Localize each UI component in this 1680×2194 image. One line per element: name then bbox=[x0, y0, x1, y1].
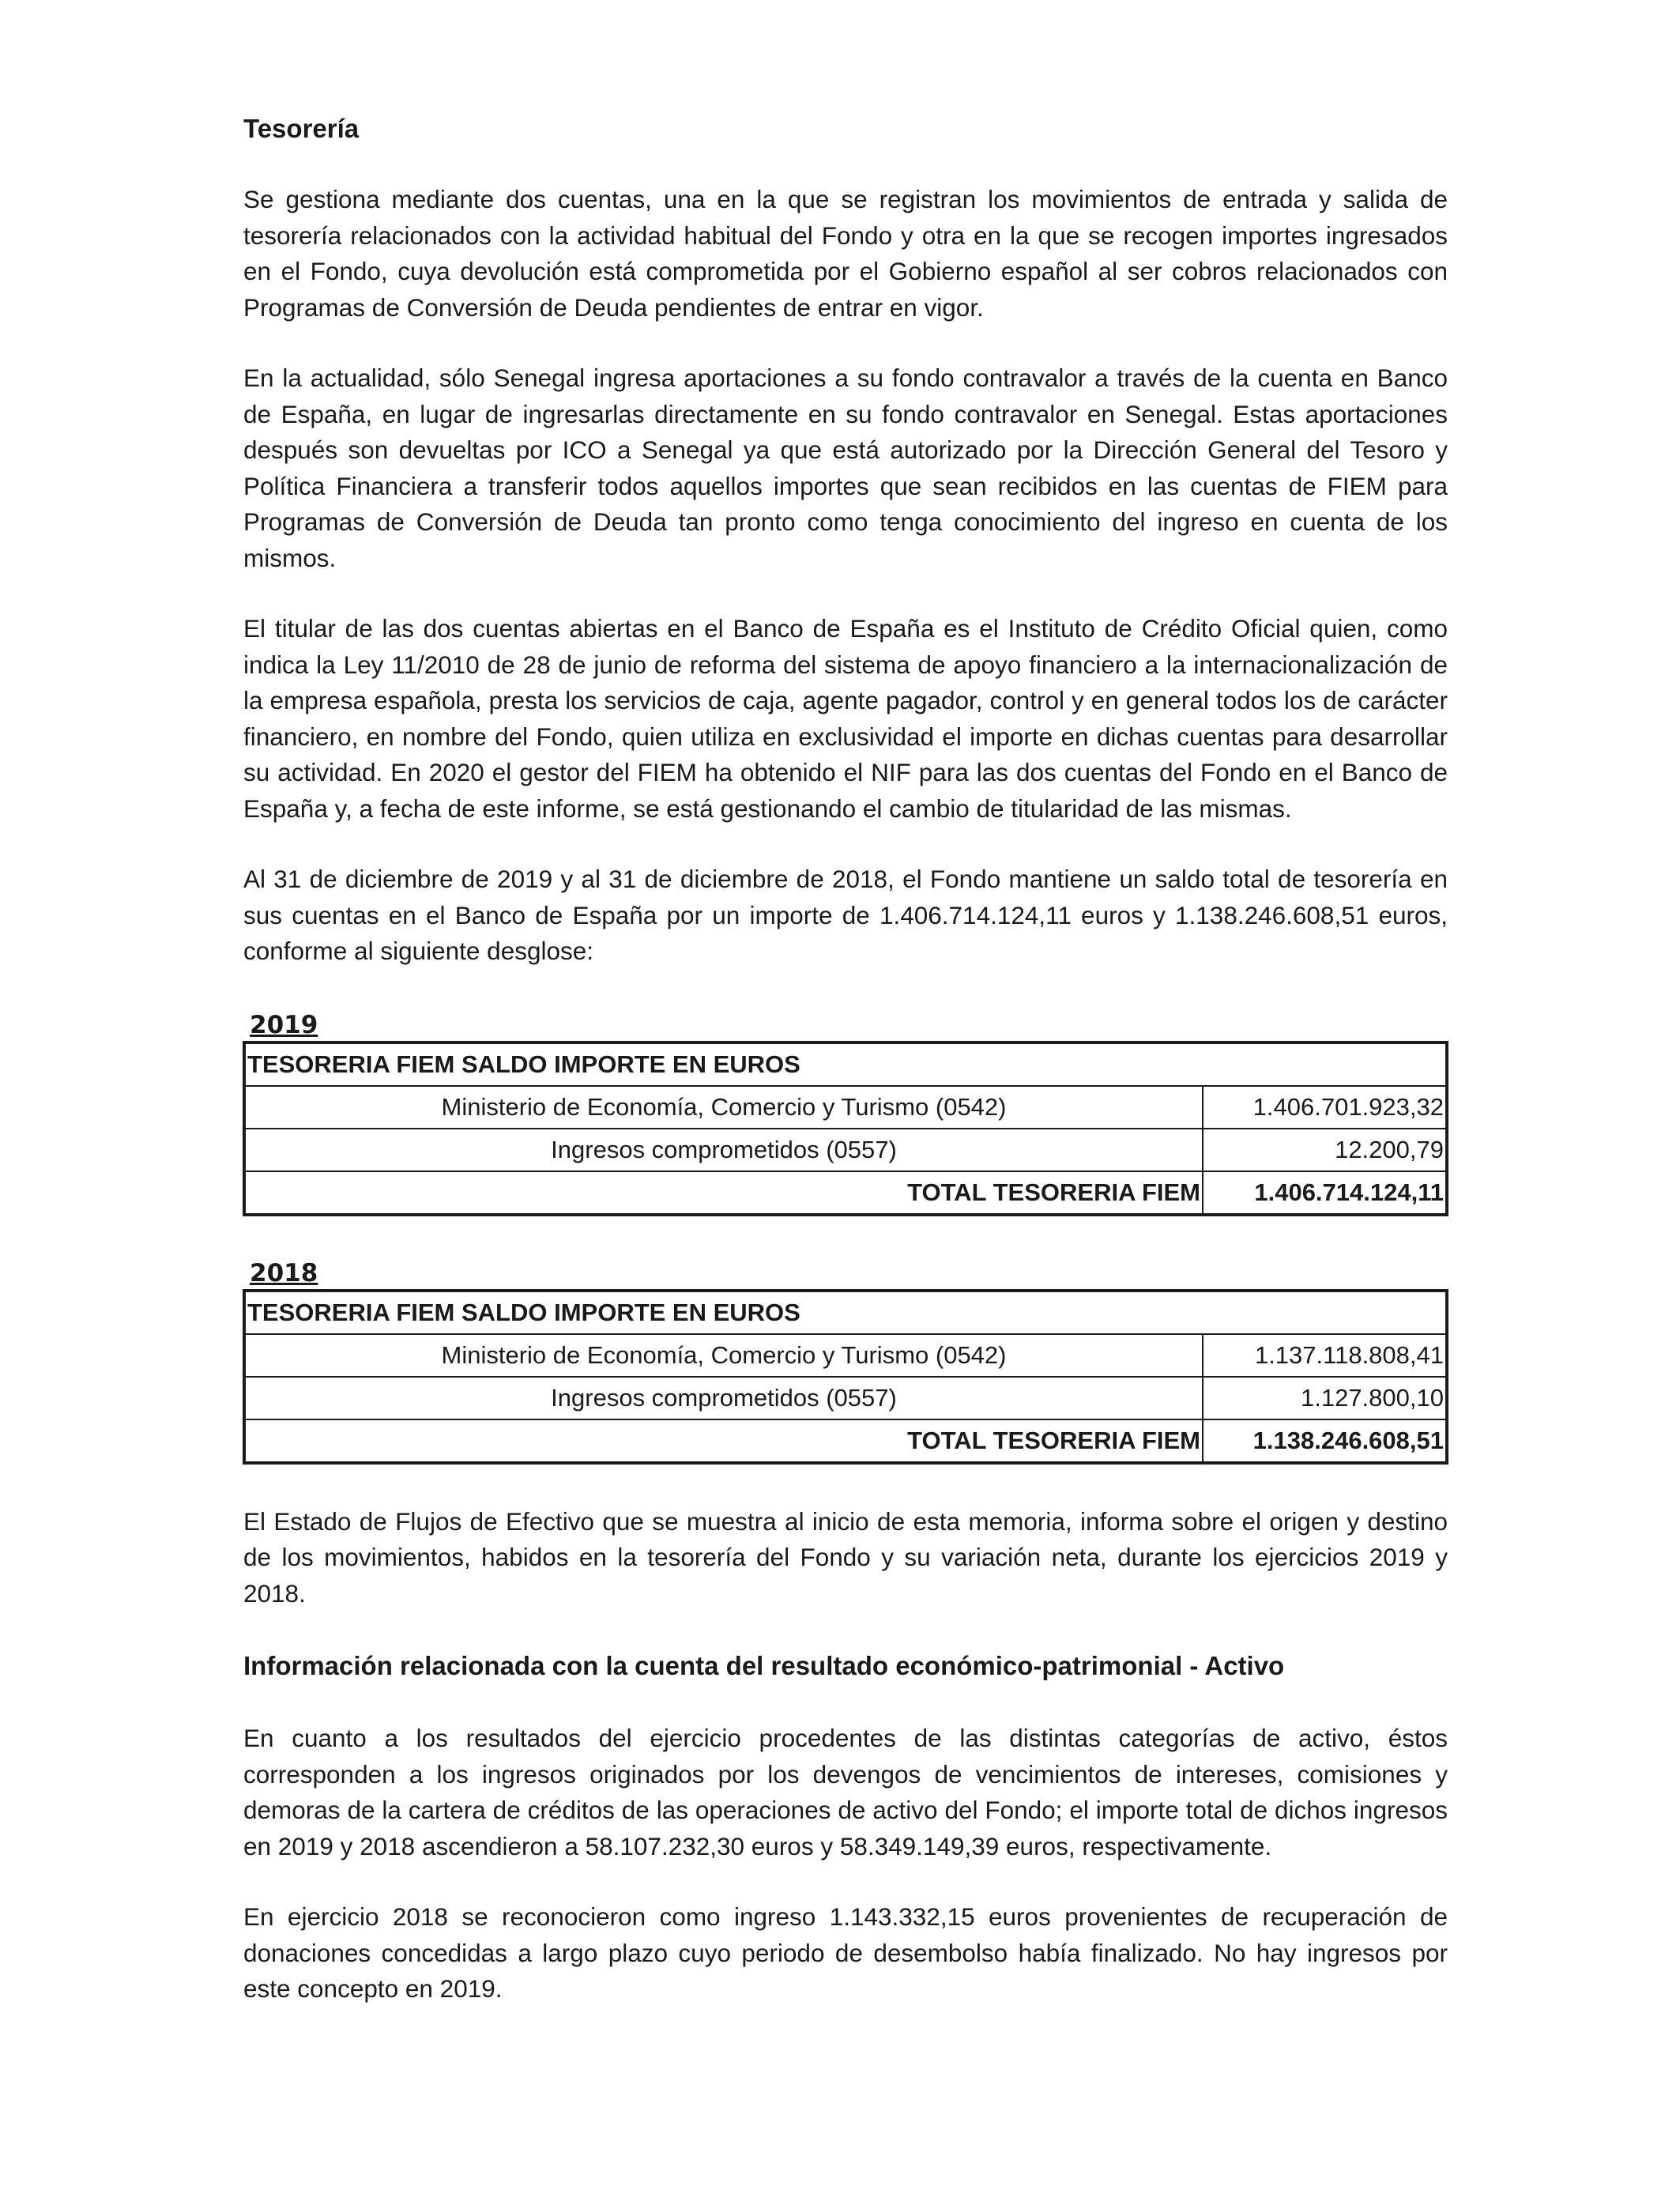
row-label: Ingresos comprometidos (0557) bbox=[244, 1129, 1203, 1171]
row-label: Ingresos comprometidos (0557) bbox=[244, 1377, 1203, 1419]
paragraph: Se gestiona mediante dos cuentas, una en la que se registran los movimientos de entrada y salida de tesorería relacionados con la actividad habitual del Fondo y otra en la que se recogen importes ingresados en el Fondo, cuya devolución está comprometida por el Gobierno español al ser cobros relacionados con Programas de Conversión de Deuda pendientes de entrar en vigor. bbox=[243, 185, 1448, 322]
table-header-row bbox=[244, 1042, 1447, 1086]
paragraph: El Estado de Flujos de Efectivo que se muestra al inicio de esta memoria, informa sobre el origen y destino de los movimientos, habidos en la tesorería del Fondo y su variación neta, durante los ejercicios 2019 y 2018. bbox=[243, 1506, 1448, 1608]
table-header-row bbox=[244, 1291, 1447, 1334]
total-amount: 1.406.714.124,11 bbox=[1203, 1171, 1447, 1215]
table-row bbox=[244, 1129, 1447, 1171]
total-label: TOTAL TESORERIA FIEM bbox=[244, 1419, 1203, 1463]
table-year-2019: 2019 bbox=[250, 1010, 318, 1039]
table-year-2018: 2018 bbox=[250, 1258, 318, 1287]
total-label: TOTAL TESORERIA FIEM bbox=[244, 1171, 1203, 1215]
row-amount: 1.137.118.808,41 bbox=[1203, 1334, 1447, 1377]
table-header: TESORERIA FIEM SALDO IMPORTE EN EUROS bbox=[244, 1291, 1447, 1334]
row-amount: 12.200,79 bbox=[1203, 1129, 1447, 1171]
paragraph: En cuanto a los resultados del ejercicio procedentes de las distintas categorías de activo, éstos corresponden a los ingresos originados por los devengos de vencimientos de intereses, comisiones y demoras de la cartera de créditos de las operaciones de activo del Fondo; el importe total de dichos ingresos en 2019 y 2018 ascendieron a 58.107.232,30 euros y 58.349.149,39 euros, respectivamente. bbox=[243, 1724, 1448, 1860]
document-page bbox=[243, 111, 1448, 2007]
paragraph: Al 31 de diciembre de 2019 y al 31 de diciembre de 2018, el Fondo mantiene un saldo total de tesorería en sus cuentas en el Banco de España por un importe de 1.406.714.124,11 euros y 1.138.246.608,51 euros, conforme al siguiente desglose: bbox=[243, 865, 1448, 965]
section-title-resultado: Información relacionada con la cuenta del resultado económico-patrimonial - Activo bbox=[243, 1651, 1285, 1680]
section-title-tesoreria: Tesorería bbox=[243, 114, 360, 143]
table-row bbox=[244, 1086, 1447, 1129]
paragraph: En ejercicio 2018 se reconocieron como ingreso 1.143.332,15 euros provenientes de recuperación de donaciones concedidas a largo plazo cuyo periodo de desembolso había finalizado. No hay ingresos por este concepto en 2019. bbox=[243, 1902, 1448, 2003]
table-header: TESORERIA FIEM SALDO IMPORTE EN EUROS bbox=[244, 1042, 1447, 1086]
row-amount: 1.127.800,10 bbox=[1203, 1377, 1447, 1419]
table-row bbox=[244, 1377, 1447, 1419]
row-label: Ministerio de Economía, Comercio y Turismo (0542) bbox=[244, 1334, 1203, 1377]
tesoreria-table-2018 bbox=[243, 1289, 1448, 1465]
total-amount: 1.138.246.608,51 bbox=[1203, 1419, 1447, 1463]
row-amount: 1.406.701.923,32 bbox=[1203, 1086, 1447, 1129]
tesoreria-table-2019 bbox=[243, 1041, 1448, 1216]
paragraph: El titular de las dos cuentas abiertas en el Banco de España es el Instituto de Crédito Oficial quien, como indica la Ley 11/2010 de 28 de junio de reforma del sistema de apoyo financiero a la internacionalización de la empresa española, presta los servicios de caja, agente pagador, control y en general todos los de carácter financiero, en nombre del Fondo, quien utiliza en exclusividad el importe en dichas cuentas para desarrollar su actividad. En 2020 el gestor del FIEM ha obtenido el NIF para las dos cuentas del Fondo en el Banco de España y, a fecha de este informe, se está gestionando el cambio de titularidad de las mismas. bbox=[243, 614, 1448, 823]
row-label: Ministerio de Economía, Comercio y Turismo (0542) bbox=[244, 1086, 1203, 1129]
table-total-row bbox=[244, 1171, 1447, 1215]
paragraph: En la actualidad, sólo Senegal ingresa aportaciones a su fondo contravalor a través de la cuenta en Banco de España, en lugar de ingresarlas directamente en su fondo contravalor en Senegal. Estas aportaciones después son devueltas por ICO a Senegal ya que está autorizado por la Dirección General del Tesoro y Política Financiera a transferir todos aquellos importes que sean recibidos en las cuentas de FIEM para Programas de Conversión de Deuda tan pronto como tenga conocimiento del ingreso en cuenta de los mismos. bbox=[243, 364, 1448, 572]
table-row bbox=[244, 1334, 1447, 1377]
table-total-row bbox=[244, 1419, 1447, 1463]
